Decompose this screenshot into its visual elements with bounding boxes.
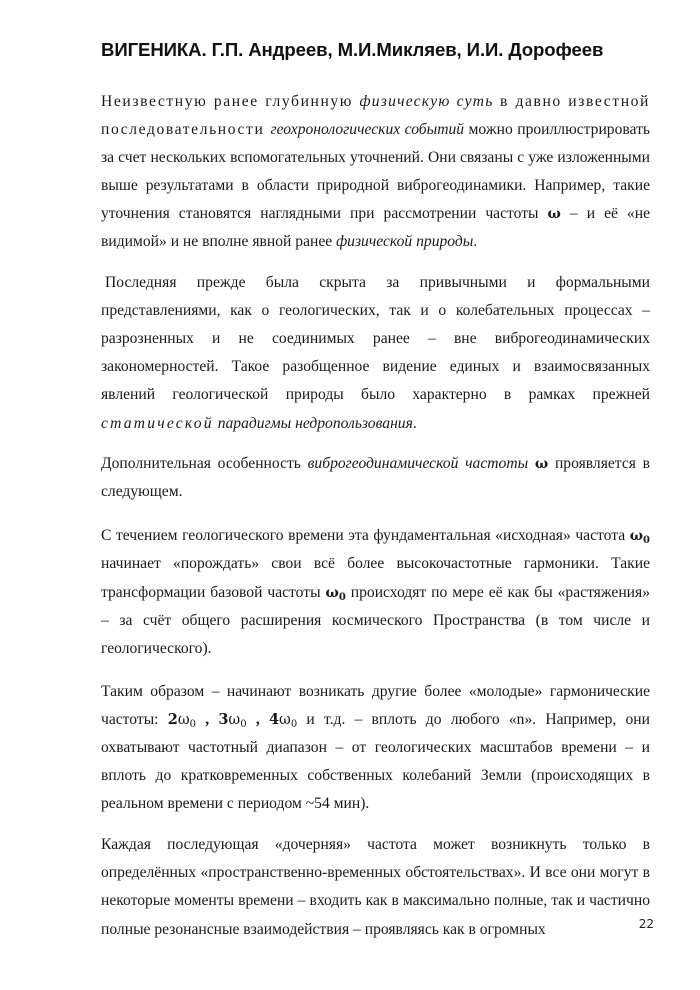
subscript: 0: [290, 718, 298, 730]
omega-symbol: ω: [547, 206, 561, 223]
separator: ,: [196, 710, 219, 728]
omega: ω: [325, 584, 339, 601]
omega-zero-symbol: [326, 585, 346, 601]
subscript: 0: [643, 535, 650, 547]
text: – и её «не видимой» и не вполне явной ранее: [101, 205, 650, 251]
text: .: [412, 414, 417, 432]
document-body: [101, 88, 650, 956]
italic-text: виброгеодинамической частоты: [307, 455, 529, 473]
paragraph-6: [101, 831, 650, 943]
text: Таким образом – начинают возникать другие более «молодые» гармонические частоты:: [101, 682, 650, 728]
text: Последняя прежде была скрыта за привычными и формальными представлениями, как о геологических, так и о колебательных процессах – разрозненных и не соединимых ранее – вне виброгеодинамических закономерностей. Такое разобщенное видение единых и взаимосвязанных явлений геологической природы было характерно в рамках прежней: [101, 274, 650, 404]
multiplier: 3: [218, 710, 229, 728]
text: [528, 455, 535, 472]
paragraph-1: [101, 88, 650, 257]
italic-spaced-text: статической: [101, 414, 214, 432]
omega: ω: [228, 711, 241, 728]
text: проявляется в следующем.: [101, 455, 651, 501]
omega-symbol: ω: [534, 456, 549, 473]
page-header: ВИГЕНИКА. Г.П. Андреев, М.И.Микляев, И.И. Дорофеев: [101, 39, 604, 60]
italic-text: геохронологических событий: [270, 121, 465, 139]
italic-text: физическую суть: [359, 93, 494, 110]
italic-text: парадигмы недропользования: [213, 414, 413, 432]
text: начинает «порождать» свои всё более высокочастотные гармоники. Такие трансформации базовой частоты: [101, 555, 650, 601]
text: Каждая последующая «дочерняя» частота может возникнуть только в определённых «пространственно-временных обстоятельствах». И все они могут в некоторые моменты времени – входить как в максимально полные, так и частично полные резонансные взаимодействия – проявляясь как в огромных: [101, 836, 650, 938]
paragraph-3: [101, 450, 650, 506]
text: С течением геологического времени эта фундаментальная «исходная» частота: [101, 527, 630, 545]
omega-zero-symbol: [629, 528, 650, 547]
multiplier: 4: [268, 710, 280, 728]
harmonic-2omega0: [168, 712, 196, 728]
text: можно проиллюстрировать за счет нескольких вспомогательных уточнений. Они связаны с уже изложенными выше результатами в области природной виброгеодинамики. Например, такие уточнения становятся наглядными при рассмотрении частоты: [101, 121, 650, 223]
subscript: 0: [338, 591, 346, 603]
omega: ω: [629, 528, 644, 545]
harmonic-3omega0: [218, 712, 246, 728]
harmonic-4omega0: [269, 712, 297, 728]
subscript: 0: [240, 718, 247, 730]
page-number: 22: [638, 917, 654, 931]
text: происходят по мере её как бы «растяжения» – за счёт общего расширения космического Пространства (в том числе и геологического).: [101, 583, 650, 657]
text: и т.д. – вплоть до любого «n». Например, они охватывают частотный диапазон – от геологических масштабов времени – и вплоть до кратковременных собственных колебаний Земли (происходящих в реальном времени с периодом ~54 мин).: [101, 710, 650, 813]
text: .: [473, 233, 478, 251]
subscript: 0: [189, 718, 197, 730]
multiplier: 2: [167, 710, 178, 728]
paragraph-5: [101, 678, 650, 818]
text: в давно известной последовательности: [101, 93, 651, 139]
paragraph-4: [101, 522, 650, 662]
paragraph-2: [101, 269, 650, 438]
italic-text: физической природы: [336, 233, 474, 251]
separator: ,: [246, 710, 269, 728]
text: Неизвестную ранее глубинную: [101, 93, 360, 110]
omega: ω: [279, 711, 291, 728]
omega: ω: [177, 711, 190, 728]
text: Дополнительная особенность: [101, 455, 308, 473]
